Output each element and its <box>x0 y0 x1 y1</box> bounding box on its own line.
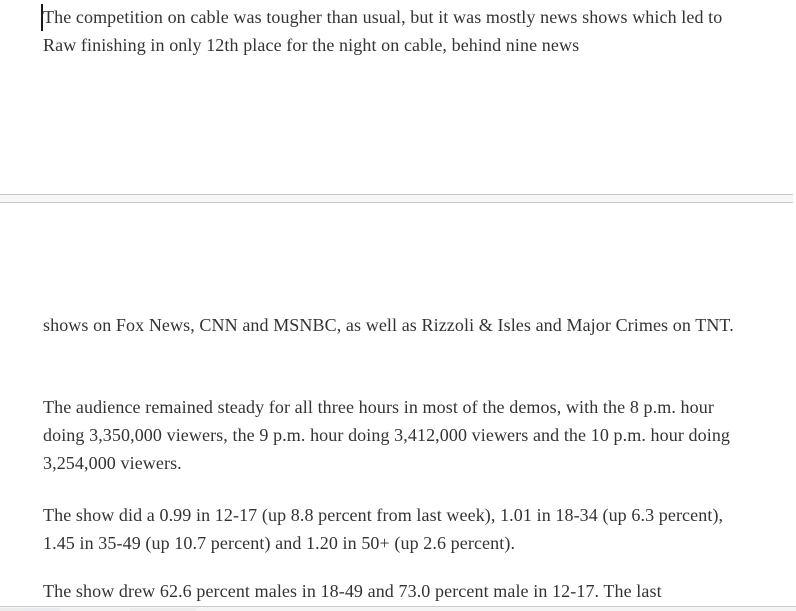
page-break-divider <box>0 194 793 203</box>
article-paragraph-2: shows on Fox News, CNN and MSNBC, as well as Rizzoli & Isles and Major Crimes on TNT. <box>43 315 734 335</box>
article-paragraph-3: The audience remained steady for all three hours in most of the demos, with the 8 p.m. hour doing 3,350,000 viewers, the 9 p.m. hour doing 3,412,000 viewers and the 10 p.m. hour doing 3,254,000 viewers. <box>43 397 731 473</box>
article-paragraph-1: The competition on cable was tougher than usual, but it was mostly news shows which led to Raw finishing in only 12th place for the night on cable, behind nine news <box>43 7 723 55</box>
article-paragraph-4: The show did a 0.99 in 12-17 (up 8.8 percent from last week), 1.01 in 18-34 (up 6.3 percent), 1.45 in 35-49 (up 10.7 percent) and 1.20 in 50+ (up 2.6 percent). <box>43 505 724 553</box>
article-paragraph-5: The show drew 62.6 percent males in 18-49 and 73.0 percent male in 12-17. The last <box>43 581 662 601</box>
